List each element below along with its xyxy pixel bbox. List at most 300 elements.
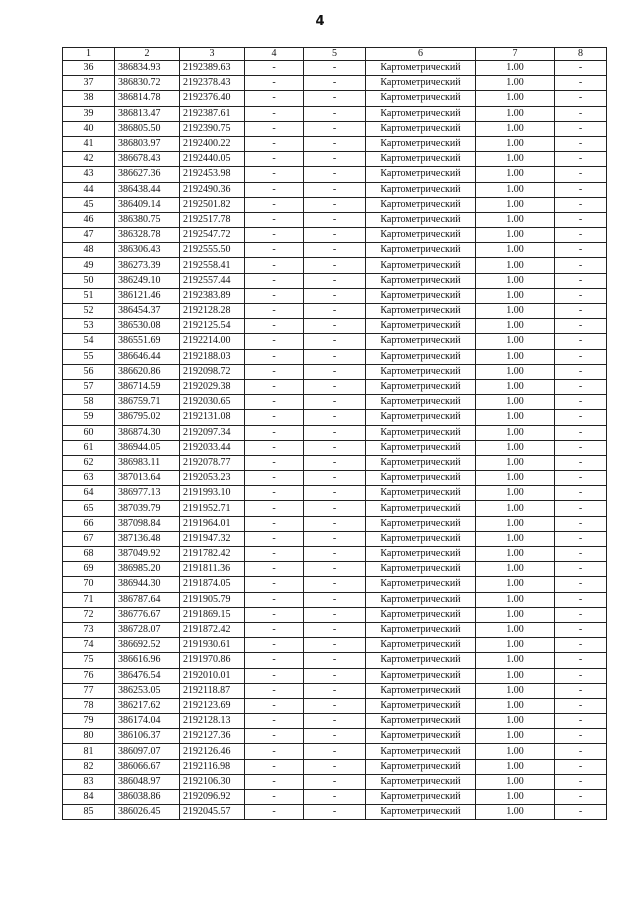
col4-cell: - [245, 228, 304, 243]
method-cell: Картометрический [366, 349, 476, 364]
method-cell: Картометрический [366, 638, 476, 653]
y-coordinate-cell: 2192116.98 [180, 759, 245, 774]
col5-cell: - [304, 91, 366, 106]
col4-cell: - [245, 304, 304, 319]
accuracy-cell: 1.00 [476, 364, 555, 379]
col4-cell: - [245, 592, 304, 607]
method-cell: Картометрический [366, 425, 476, 440]
col4-cell: - [245, 182, 304, 197]
x-coordinate-cell: 386438.44 [115, 182, 180, 197]
y-coordinate-cell: 2192125.54 [180, 319, 245, 334]
point-number-cell: 45 [63, 197, 115, 212]
col5-cell: - [304, 744, 366, 759]
accuracy-cell: 1.00 [476, 668, 555, 683]
point-number-cell: 81 [63, 744, 115, 759]
col4-cell: - [245, 805, 304, 820]
x-coordinate-cell: 386620.86 [115, 364, 180, 379]
point-number-cell: 69 [63, 562, 115, 577]
table-row [63, 91, 607, 106]
col4-cell: - [245, 774, 304, 789]
accuracy-cell: 1.00 [476, 531, 555, 546]
col5-cell: - [304, 106, 366, 121]
method-cell: Картометрический [366, 167, 476, 182]
accuracy-cell: 1.00 [476, 379, 555, 394]
point-number-cell: 47 [63, 228, 115, 243]
x-coordinate-cell: 386306.43 [115, 243, 180, 258]
col5-cell: - [304, 61, 366, 76]
point-number-cell: 68 [63, 547, 115, 562]
x-coordinate-cell: 386476.54 [115, 668, 180, 683]
col8-cell: - [555, 349, 607, 364]
table-row [63, 167, 607, 182]
col5-cell: - [304, 471, 366, 486]
col4-cell: - [245, 698, 304, 713]
accuracy-cell: 1.00 [476, 182, 555, 197]
method-cell: Картометрический [366, 516, 476, 531]
y-coordinate-cell: 2192555.50 [180, 243, 245, 258]
method-cell: Картометрический [366, 440, 476, 455]
table-row [63, 531, 607, 546]
col5-cell: - [304, 364, 366, 379]
accuracy-cell: 1.00 [476, 516, 555, 531]
method-cell: Картометрический [366, 364, 476, 379]
accuracy-cell: 1.00 [476, 212, 555, 227]
col5-cell: - [304, 698, 366, 713]
col5-cell: - [304, 592, 366, 607]
col4-cell: - [245, 622, 304, 637]
table-row [63, 501, 607, 516]
col4-cell: - [245, 577, 304, 592]
accuracy-cell: 1.00 [476, 228, 555, 243]
table-row [63, 547, 607, 562]
accuracy-cell: 1.00 [476, 683, 555, 698]
table-row [63, 683, 607, 698]
method-cell: Картометрический [366, 197, 476, 212]
x-coordinate-cell: 387013.64 [115, 471, 180, 486]
col5-cell: - [304, 729, 366, 744]
method-cell: Картометрический [366, 622, 476, 637]
x-coordinate-cell: 386944.05 [115, 440, 180, 455]
x-coordinate-cell: 386728.07 [115, 622, 180, 637]
x-coordinate-cell: 386409.14 [115, 197, 180, 212]
x-coordinate-cell: 386217.62 [115, 698, 180, 713]
col8-cell: - [555, 319, 607, 334]
y-coordinate-cell: 2191872.42 [180, 622, 245, 637]
col4-cell: - [245, 288, 304, 303]
col4-cell: - [245, 729, 304, 744]
col5-cell: - [304, 653, 366, 668]
point-number-cell: 39 [63, 106, 115, 121]
point-number-cell: 58 [63, 395, 115, 410]
point-number-cell: 50 [63, 273, 115, 288]
col8-cell: - [555, 471, 607, 486]
x-coordinate-cell: 386454.37 [115, 304, 180, 319]
table-row [63, 182, 607, 197]
point-number-cell: 73 [63, 622, 115, 637]
point-number-cell: 57 [63, 379, 115, 394]
col8-cell: - [555, 136, 607, 151]
method-cell: Картометрический [366, 653, 476, 668]
y-coordinate-cell: 2192383.89 [180, 288, 245, 303]
y-coordinate-cell: 2191905.79 [180, 592, 245, 607]
x-coordinate-cell: 386253.05 [115, 683, 180, 698]
y-coordinate-cell: 2192053.23 [180, 471, 245, 486]
col4-cell: - [245, 638, 304, 653]
col5-cell: - [304, 516, 366, 531]
point-number-cell: 51 [63, 288, 115, 303]
x-coordinate-cell: 386874.30 [115, 425, 180, 440]
y-coordinate-cell: 2192030.65 [180, 395, 245, 410]
col8-cell: - [555, 76, 607, 91]
table-body [63, 61, 607, 820]
method-cell: Картометрический [366, 106, 476, 121]
y-coordinate-cell: 2192127.36 [180, 729, 245, 744]
col5-cell: - [304, 668, 366, 683]
table-row [63, 774, 607, 789]
accuracy-cell: 1.00 [476, 121, 555, 136]
point-number-cell: 75 [63, 653, 115, 668]
y-coordinate-cell: 2192033.44 [180, 440, 245, 455]
method-cell: Картометрический [366, 136, 476, 151]
col8-cell: - [555, 698, 607, 713]
column-header-8: 8 [555, 48, 607, 61]
accuracy-cell: 1.00 [476, 759, 555, 774]
method-cell: Картометрический [366, 759, 476, 774]
accuracy-cell: 1.00 [476, 76, 555, 91]
col4-cell: - [245, 212, 304, 227]
table-row [63, 243, 607, 258]
y-coordinate-cell: 2192010.01 [180, 668, 245, 683]
col4-cell: - [245, 273, 304, 288]
method-cell: Картометрический [366, 334, 476, 349]
accuracy-cell: 1.00 [476, 136, 555, 151]
y-coordinate-cell: 2191947.32 [180, 531, 245, 546]
y-coordinate-cell: 2192440.05 [180, 152, 245, 167]
y-coordinate-cell: 2192517.78 [180, 212, 245, 227]
accuracy-cell: 1.00 [476, 349, 555, 364]
point-number-cell: 41 [63, 136, 115, 151]
y-coordinate-cell: 2192118.87 [180, 683, 245, 698]
accuracy-cell: 1.00 [476, 273, 555, 288]
col5-cell: - [304, 759, 366, 774]
column-header-3: 3 [180, 48, 245, 61]
col5-cell: - [304, 334, 366, 349]
col5-cell: - [304, 622, 366, 637]
col4-cell: - [245, 516, 304, 531]
col4-cell: - [245, 197, 304, 212]
col4-cell: - [245, 243, 304, 258]
x-coordinate-cell: 386692.52 [115, 638, 180, 653]
col8-cell: - [555, 607, 607, 622]
table-row [63, 395, 607, 410]
table-row [63, 121, 607, 136]
method-cell: Картометрический [366, 304, 476, 319]
method-cell: Картометрический [366, 212, 476, 227]
col4-cell: - [245, 319, 304, 334]
col5-cell: - [304, 258, 366, 273]
col5-cell: - [304, 440, 366, 455]
table-row [63, 729, 607, 744]
table-row [63, 638, 607, 653]
x-coordinate-cell: 386048.97 [115, 774, 180, 789]
col4-cell: - [245, 501, 304, 516]
col5-cell: - [304, 243, 366, 258]
point-number-cell: 82 [63, 759, 115, 774]
y-coordinate-cell: 2192389.63 [180, 61, 245, 76]
x-coordinate-cell: 386106.37 [115, 729, 180, 744]
col5-cell: - [304, 319, 366, 334]
col4-cell: - [245, 562, 304, 577]
point-number-cell: 56 [63, 364, 115, 379]
method-cell: Картометрический [366, 729, 476, 744]
accuracy-cell: 1.00 [476, 197, 555, 212]
col5-cell: - [304, 714, 366, 729]
col8-cell: - [555, 729, 607, 744]
y-coordinate-cell: 2192128.13 [180, 714, 245, 729]
x-coordinate-cell: 386787.64 [115, 592, 180, 607]
col4-cell: - [245, 121, 304, 136]
y-coordinate-cell: 2192390.75 [180, 121, 245, 136]
x-coordinate-cell: 386174.04 [115, 714, 180, 729]
point-number-cell: 65 [63, 501, 115, 516]
col8-cell: - [555, 774, 607, 789]
point-number-cell: 38 [63, 91, 115, 106]
x-coordinate-cell: 386627.36 [115, 167, 180, 182]
table-row [63, 349, 607, 364]
x-coordinate-cell: 386983.11 [115, 455, 180, 470]
col4-cell: - [245, 106, 304, 121]
table-header-row [63, 48, 607, 61]
col5-cell: - [304, 577, 366, 592]
accuracy-cell: 1.00 [476, 334, 555, 349]
table-row [63, 577, 607, 592]
col8-cell: - [555, 288, 607, 303]
col8-cell: - [555, 653, 607, 668]
table-row [63, 379, 607, 394]
x-coordinate-cell: 386977.13 [115, 486, 180, 501]
col5-cell: - [304, 288, 366, 303]
y-coordinate-cell: 2192128.28 [180, 304, 245, 319]
col8-cell: - [555, 486, 607, 501]
accuracy-cell: 1.00 [476, 288, 555, 303]
col8-cell: - [555, 714, 607, 729]
col4-cell: - [245, 364, 304, 379]
col8-cell: - [555, 228, 607, 243]
col5-cell: - [304, 349, 366, 364]
y-coordinate-cell: 2192378.43 [180, 76, 245, 91]
x-coordinate-cell: 386121.46 [115, 288, 180, 303]
y-coordinate-cell: 2191964.01 [180, 516, 245, 531]
x-coordinate-cell: 386834.93 [115, 61, 180, 76]
method-cell: Картометрический [366, 258, 476, 273]
col4-cell: - [245, 607, 304, 622]
col8-cell: - [555, 744, 607, 759]
y-coordinate-cell: 2192123.69 [180, 698, 245, 713]
col5-cell: - [304, 562, 366, 577]
x-coordinate-cell: 386328.78 [115, 228, 180, 243]
accuracy-cell: 1.00 [476, 304, 555, 319]
accuracy-cell: 1.00 [476, 258, 555, 273]
x-coordinate-cell: 387049.92 [115, 547, 180, 562]
accuracy-cell: 1.00 [476, 698, 555, 713]
accuracy-cell: 1.00 [476, 319, 555, 334]
point-number-cell: 83 [63, 774, 115, 789]
point-number-cell: 74 [63, 638, 115, 653]
column-header-5: 5 [304, 48, 366, 61]
table-row [63, 228, 607, 243]
table-row [63, 759, 607, 774]
col8-cell: - [555, 395, 607, 410]
accuracy-cell: 1.00 [476, 729, 555, 744]
y-coordinate-cell: 2192045.57 [180, 805, 245, 820]
accuracy-cell: 1.00 [476, 425, 555, 440]
y-coordinate-cell: 2192106.30 [180, 774, 245, 789]
method-cell: Картометрический [366, 805, 476, 820]
column-header-6: 6 [366, 48, 476, 61]
col5-cell: - [304, 136, 366, 151]
table-row [63, 212, 607, 227]
method-cell: Картометрический [366, 486, 476, 501]
accuracy-cell: 1.00 [476, 395, 555, 410]
point-number-cell: 44 [63, 182, 115, 197]
col5-cell: - [304, 805, 366, 820]
x-coordinate-cell: 386551.69 [115, 334, 180, 349]
table-row [63, 622, 607, 637]
x-coordinate-cell: 387039.79 [115, 501, 180, 516]
table-row [63, 744, 607, 759]
accuracy-cell: 1.00 [476, 714, 555, 729]
method-cell: Картометрический [366, 774, 476, 789]
col8-cell: - [555, 152, 607, 167]
col4-cell: - [245, 547, 304, 562]
col8-cell: - [555, 61, 607, 76]
col8-cell: - [555, 91, 607, 106]
method-cell: Картометрический [366, 455, 476, 470]
col8-cell: - [555, 577, 607, 592]
accuracy-cell: 1.00 [476, 607, 555, 622]
point-number-cell: 80 [63, 729, 115, 744]
point-number-cell: 52 [63, 304, 115, 319]
y-coordinate-cell: 2192376.40 [180, 91, 245, 106]
y-coordinate-cell: 2192188.03 [180, 349, 245, 364]
col5-cell: - [304, 638, 366, 653]
col4-cell: - [245, 349, 304, 364]
x-coordinate-cell: 386646.44 [115, 349, 180, 364]
accuracy-cell: 1.00 [476, 592, 555, 607]
col4-cell: - [245, 668, 304, 683]
col8-cell: - [555, 182, 607, 197]
col4-cell: - [245, 91, 304, 106]
col4-cell: - [245, 379, 304, 394]
y-coordinate-cell: 2191869.15 [180, 607, 245, 622]
point-number-cell: 48 [63, 243, 115, 258]
column-header-2: 2 [115, 48, 180, 61]
method-cell: Картометрический [366, 228, 476, 243]
col8-cell: - [555, 638, 607, 653]
method-cell: Картометрический [366, 182, 476, 197]
col8-cell: - [555, 121, 607, 136]
point-number-cell: 63 [63, 471, 115, 486]
point-number-cell: 71 [63, 592, 115, 607]
table-row [63, 455, 607, 470]
table-row [63, 304, 607, 319]
method-cell: Картометрический [366, 683, 476, 698]
table-row [63, 288, 607, 303]
table-row [63, 607, 607, 622]
col5-cell: - [304, 76, 366, 91]
x-coordinate-cell: 386530.08 [115, 319, 180, 334]
col8-cell: - [555, 243, 607, 258]
x-coordinate-cell: 386249.10 [115, 273, 180, 288]
accuracy-cell: 1.00 [476, 440, 555, 455]
col4-cell: - [245, 744, 304, 759]
col5-cell: - [304, 379, 366, 394]
point-number-cell: 79 [63, 714, 115, 729]
point-number-cell: 62 [63, 455, 115, 470]
x-coordinate-cell: 386813.47 [115, 106, 180, 121]
y-coordinate-cell: 2192558.41 [180, 258, 245, 273]
y-coordinate-cell: 2192126.46 [180, 744, 245, 759]
method-cell: Картометрический [366, 91, 476, 106]
accuracy-cell: 1.00 [476, 455, 555, 470]
table-row [63, 592, 607, 607]
col4-cell: - [245, 76, 304, 91]
col8-cell: - [555, 790, 607, 805]
col8-cell: - [555, 805, 607, 820]
method-cell: Картометрический [366, 547, 476, 562]
point-number-cell: 61 [63, 440, 115, 455]
x-coordinate-cell: 386944.30 [115, 577, 180, 592]
table-row [63, 698, 607, 713]
table-row [63, 76, 607, 91]
x-coordinate-cell: 386814.78 [115, 91, 180, 106]
point-number-cell: 42 [63, 152, 115, 167]
method-cell: Картометрический [366, 273, 476, 288]
method-cell: Картометрический [366, 577, 476, 592]
col8-cell: - [555, 531, 607, 546]
method-cell: Картометрический [366, 607, 476, 622]
method-cell: Картометрический [366, 531, 476, 546]
method-cell: Картометрический [366, 152, 476, 167]
accuracy-cell: 1.00 [476, 486, 555, 501]
col5-cell: - [304, 395, 366, 410]
table-row [63, 471, 607, 486]
col8-cell: - [555, 759, 607, 774]
col5-cell: - [304, 228, 366, 243]
point-number-cell: 77 [63, 683, 115, 698]
col4-cell: - [245, 531, 304, 546]
col8-cell: - [555, 167, 607, 182]
accuracy-cell: 1.00 [476, 638, 555, 653]
point-number-cell: 64 [63, 486, 115, 501]
col4-cell: - [245, 714, 304, 729]
accuracy-cell: 1.00 [476, 91, 555, 106]
y-coordinate-cell: 2191930.61 [180, 638, 245, 653]
col8-cell: - [555, 334, 607, 349]
table-row [63, 61, 607, 76]
method-cell: Картометрический [366, 410, 476, 425]
method-cell: Картометрический [366, 668, 476, 683]
col4-cell: - [245, 440, 304, 455]
col8-cell: - [555, 562, 607, 577]
col5-cell: - [304, 531, 366, 546]
accuracy-cell: 1.00 [476, 471, 555, 486]
table-row [63, 136, 607, 151]
method-cell: Картометрический [366, 288, 476, 303]
col5-cell: - [304, 273, 366, 288]
table-row [63, 106, 607, 121]
y-coordinate-cell: 2192097.34 [180, 425, 245, 440]
